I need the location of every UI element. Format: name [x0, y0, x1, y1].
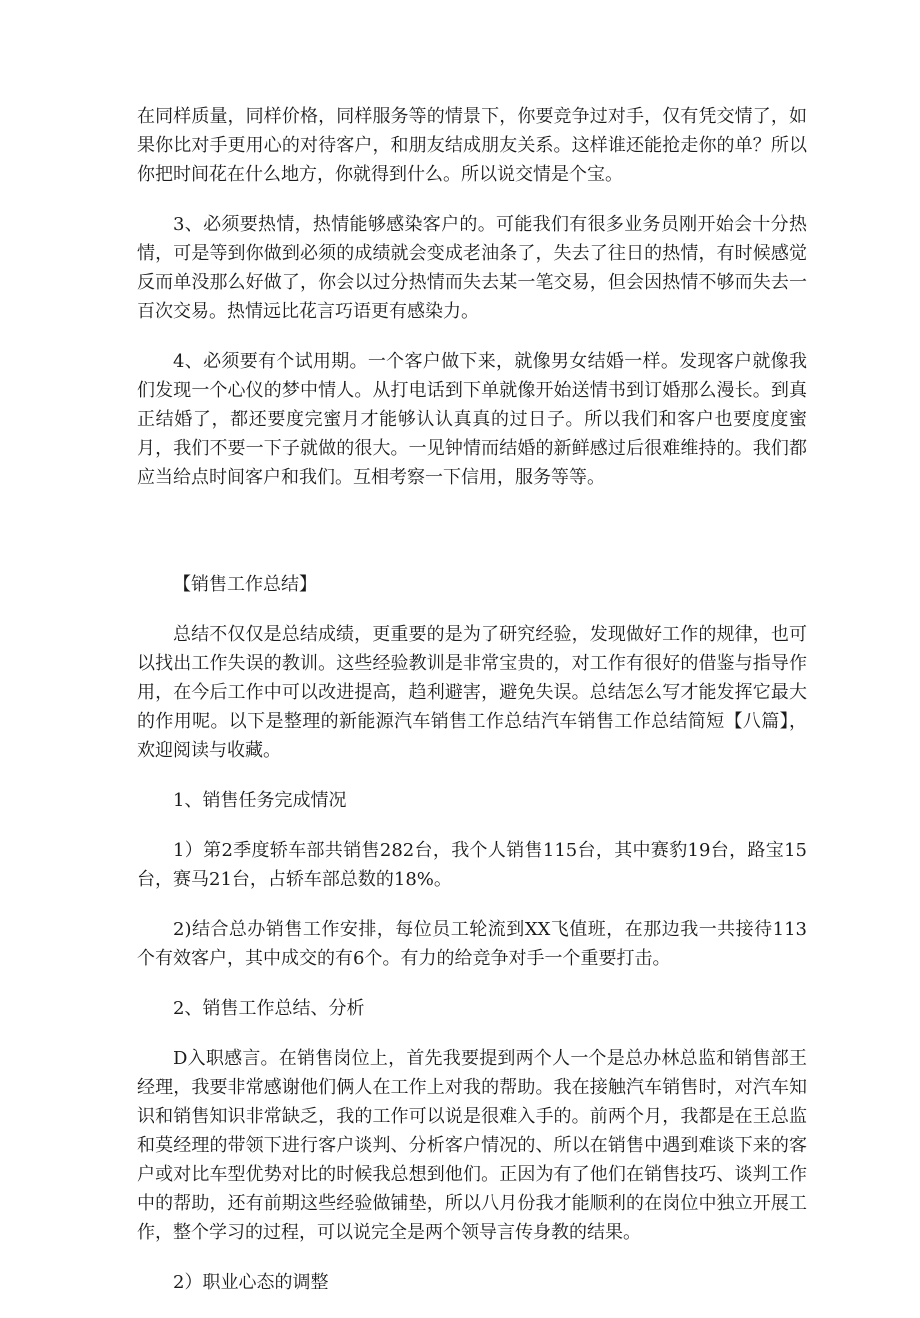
paragraph-friendship: 在同样质量，同样价格，同样服务等的情景下，你要竞争过对手，仅有凭交情了，如果你比对手更用心的对待客户，和朋友结成朋友关系。这样谁还能抢走你的单？所以你把时间花在什么地方，你就得到什么。所以说交情是个宝。 — [137, 106, 807, 185]
paragraph-trial-period: 4、必须要有个试用期。一个客户做下来，就像男女结婚一样。发现客户就像我们发现一个心仪的梦中情人。从打电话到下单就像开始送情书到订婚那么漫长。到真正结婚了，都还要度完蜜月才能够认认真真的过日子。所以我们和客户也要度度蜜月，我们不要一下子就做的很大。一见钟情而结婚的新鲜感过后很难维持的。我们都应当给点时间客户和我们。互相考察一下信用，服务等等。 — [137, 351, 807, 488]
section-title: 【销售工作总结】 — [173, 574, 317, 595]
subheading-task-completion: 1、销售任务完成情况 — [173, 790, 347, 811]
paragraph-sales-figures: 1）第2季度轿车部共销售282台，我个人销售115台，其中赛豹19台，路宝15台，赛马21台，占轿车部总数的18%。 — [137, 840, 807, 890]
subheading-mindset: 2）职业心态的调整 — [173, 1272, 329, 1293]
paragraph-onboarding: D入职感言。在销售岗位上，首先我要提到两个人一个是总办林总监和销售部王经理，我要非常感谢他们俩人在工作上对我的帮助。我在接触汽车销售时，对汽车知识和销售知识非常缺乏，我的工作可以说是很难入手的。前两个月，我都是在王总监和莫经理的带领下进行客户谈判、分析客户情况的、所以在销售中遇到难谈下来的客户或对比车型优势对比的时候我总想到他们。正因为有了他们在销售技巧、谈判工作中的帮助，还有前期这些经验做铺垫，所以八月份我才能顺利的在岗位中独立开展工作，整个学习的过程，可以说完全是两个领导言传身教的结果。 — [137, 1048, 807, 1243]
document-body — [137, 102, 807, 1318]
paragraph-duty-reception: 2)结合总办销售工作安排，每位员工轮流到XX飞值班，在那边我一共接待113个有效客户，其中成交的有6个。有力的给竞争对手一个重要打击。 — [137, 919, 807, 969]
subheading-analysis: 2、销售工作总结、分析 — [173, 998, 365, 1019]
paragraph-enthusiasm: 3、必须要热情，热情能够感染客户的。可能我们有很多业务员刚开始会十分热情，可是等到你做到必须的成绩就会变成老油条了，失去了往日的热情，有时候感觉反而单没那么好做了，你会以过分热情而失去某一笔交易，但会因热情不够而失去一百次交易。热情远比花言巧语更有感染力。 — [137, 214, 807, 322]
paragraph-summary-intro: 总结不仅仅是总结成绩，更重要的是为了研究经验，发现做好工作的规律，也可以找出工作失误的教训。这些经验教训是非常宝贵的，对工作有很好的借鉴与指导作用，在今后工作中可以改进提高，趋利避害，避免失误。总结怎么写才能发挥它最大的作用呢。以下是整理的新能源汽车销售工作总结汽车销售工作总结简短【八篇】，欢迎阅读与收藏。 — [137, 624, 807, 761]
